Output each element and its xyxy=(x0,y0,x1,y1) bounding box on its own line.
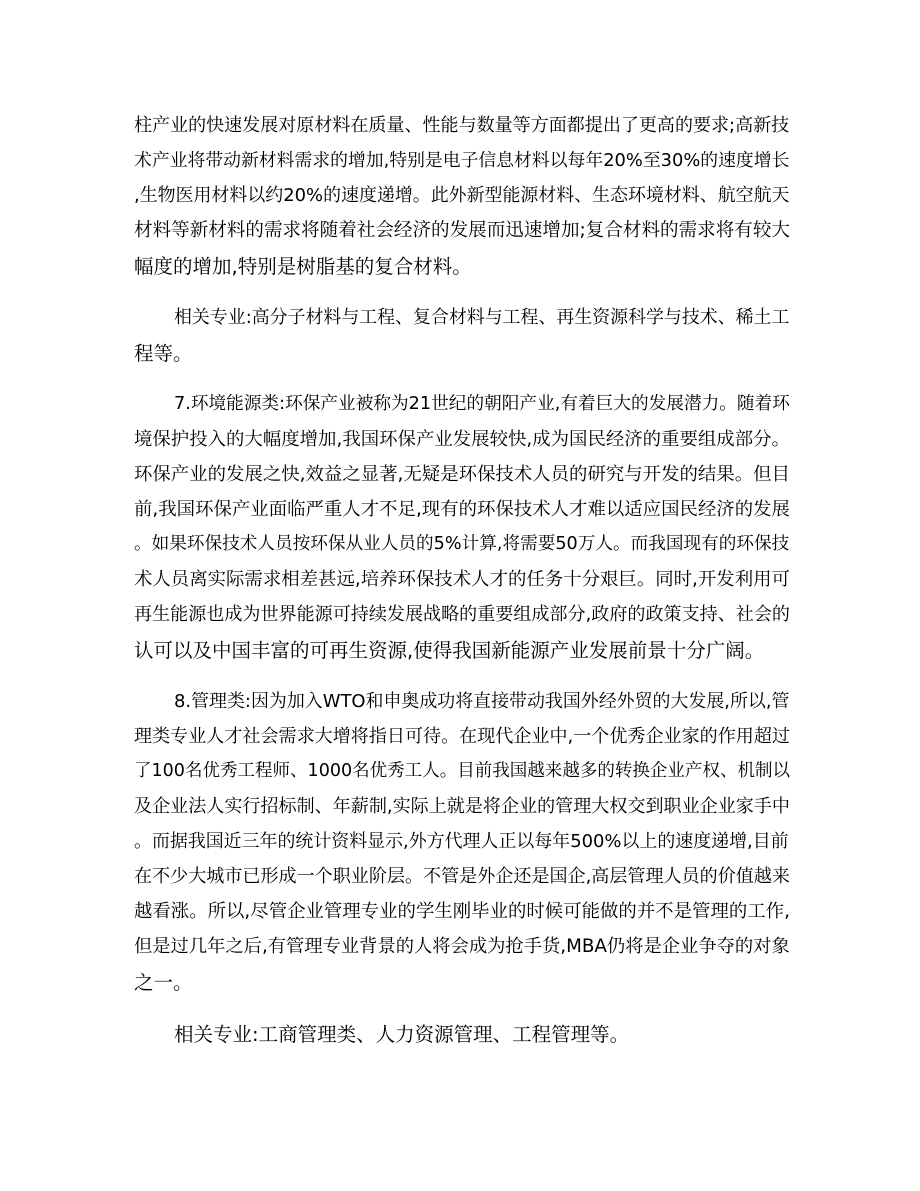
text-line: 了100名优秀工程师、1000名优秀工人。目前我国越来越多的转换企业产权、机制以 xyxy=(134,761,791,781)
text-line: 相关专业:高分子材料与工程、复合材料与工程、再生资源科学与技术、稀土工 xyxy=(174,307,790,328)
text-line: 在不少大城市已形成一个职业阶层。不管是外企还是国企,高层管理人员的价值越来 xyxy=(134,866,790,887)
text-line: 再生能源也成为世界能源可持续发展战略的重要组成部分,政府的政策支持、社会的 xyxy=(134,604,790,625)
text-line: 前,我国环保产业面临严重人才不足,现有的环保技术人才难以适应国民经济的发展 xyxy=(134,499,790,520)
text-line: 8.管理类:因为加入WTO和申奥成功将直接带动我国外经外贸的大发展,所以,管 xyxy=(174,691,790,712)
text-line: 程等。 xyxy=(134,342,193,365)
text-line: 。如果环保技术人员按环保从业人员的5%计算,将需要50万人。而我国现有的环保技 xyxy=(134,534,790,554)
text-line: 。而据我国近三年的统计资料显示,外方代理人正以每年500%以上的速度递增,目前 xyxy=(134,831,789,852)
text-line: 但是过几年之后,有管理专业背景的人将会成为抢手货,MBA仍将是企业争夺的对象 xyxy=(134,936,790,957)
text-line: 7.环境能源类:环保产业被称为21世纪的朝阳产业,有着巨大的发展潜力。随着环 xyxy=(174,394,790,414)
text-line: 理类专业人才社会需求大增将指日可待。在现代企业中,一个优秀企业家的作用超过 xyxy=(134,726,790,747)
text-line: 材料等新材料的需求将随着社会经济的发展而迅速增加;复合材料的需求将有较大 xyxy=(134,220,790,241)
text-line: ,生物医用材料以约20%的速度递增。此外新型能源材料、生态环境材料、航空航天 xyxy=(134,185,790,206)
text-line: 认可以及中国丰富的可再生资源,使得我国新能源产业发展前景十分广阔。 xyxy=(134,639,765,662)
text-line: 环保产业的发展之快,效益之显著,无疑是环保技术人员的研究与开发的结果。但目 xyxy=(134,464,790,485)
text-line: 越看涨。所以,尽管企业管理专业的学生刚毕业的时候可能做的并不是管理的工作, xyxy=(134,901,790,922)
text-line: 术人员离实际需求相差甚远,培养环保技术人才的任务十分艰巨。同时,开发利用可 xyxy=(134,569,790,590)
text-line: 术产业将带动新材料需求的增加,特别是电子信息材料以每年20%至30%的速度增长 xyxy=(134,150,790,171)
text-line: 柱产业的快速发展对原材料在质量、性能与数量等方面都提出了更高的要求;高新技 xyxy=(134,115,790,136)
text-line: 及企业法人实行招标制、年薪制,实际上就是将企业的管理大权交到职业企业家手中 xyxy=(134,796,790,817)
text-line: 境保护投入的大幅度增加,我国环保产业发展较快,成为国民经济的重要组成部分。 xyxy=(134,429,790,450)
text-line: 相关专业:工商管理类、人力资源管理、工程管理等。 xyxy=(174,1023,630,1046)
text-line: 幅度的增加,特别是树脂基的复合材料。 xyxy=(134,255,472,278)
text-line: 之一。 xyxy=(134,971,193,994)
